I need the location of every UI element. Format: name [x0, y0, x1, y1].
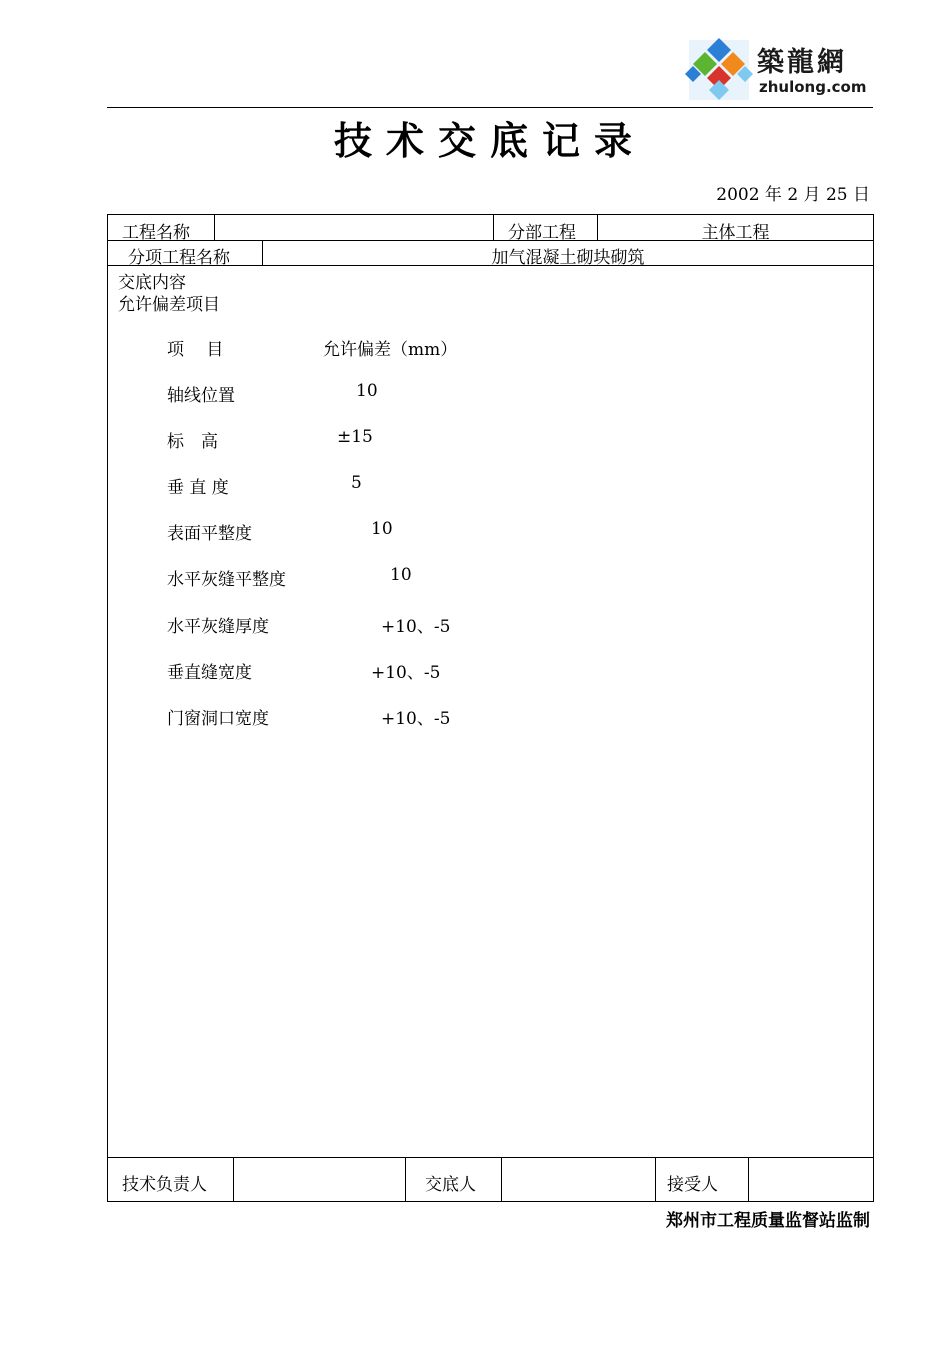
tolerance-value: 10: [356, 381, 378, 401]
tolerance-value: 10: [371, 519, 393, 539]
tolerance-value: +10、-5: [371, 663, 441, 683]
signature-col-divider: [748, 1157, 749, 1202]
header-col-divider: [493, 214, 494, 240]
signature-col-divider: [501, 1157, 502, 1202]
tolerance-item: 水平灰缝厚度: [167, 617, 269, 637]
tolerance-item: 垂直缝宽度: [167, 663, 252, 683]
signature-col-divider: [655, 1157, 656, 1202]
top-rule: [107, 107, 873, 108]
page-title: 技术交底记录: [333, 118, 646, 163]
issuer-footer: 郑州市工程质量监督站监制: [666, 1211, 870, 1231]
tolerance-item: 轴线位置: [167, 386, 235, 406]
tolerance-value: 10: [390, 565, 412, 585]
signature-col-divider: [405, 1157, 406, 1202]
tolerance-value: +10、-5: [381, 709, 451, 729]
signature-row-divider: [107, 1157, 874, 1158]
column-header-item: 项 目: [167, 340, 224, 360]
signature-col-divider: [233, 1157, 234, 1202]
presenter-label: 交底人: [425, 1175, 476, 1195]
zhulong-logo-icon: [683, 36, 755, 104]
tolerance-item: 水平灰缝平整度: [167, 570, 286, 590]
tolerance-item: 垂 直 度: [167, 478, 229, 498]
division-label: 分部工程: [508, 223, 576, 243]
tolerance-value: ±15: [337, 427, 373, 447]
header-col-divider: [214, 214, 215, 240]
column-header-tolerance: 允许偏差（mm）: [323, 340, 458, 360]
subitem-field[interactable]: 加气混凝土砌块砌筑: [491, 248, 645, 268]
tolerance-value: 5: [351, 473, 362, 493]
tolerance-item: 表面平整度: [167, 524, 252, 544]
tolerance-item: 标 高: [167, 432, 218, 452]
tech-lead-label: 技术负责人: [122, 1175, 207, 1195]
content-section-label: 交底内容: [118, 273, 186, 293]
logo-domain-text: zhulong.com: [759, 78, 867, 96]
tolerance-item: 门窗洞口宽度: [167, 709, 269, 729]
project-name-label: 工程名称: [122, 223, 190, 243]
zhulong-logo: [683, 36, 873, 104]
content-subtitle: 允许偏差项目: [118, 295, 220, 315]
record-date: 2002 年 2 月 25 日: [716, 185, 870, 205]
logo-chinese-text: 築龍網: [757, 47, 847, 78]
tolerance-value: +10、-5: [381, 617, 451, 637]
division-field[interactable]: 主体工程: [701, 223, 770, 243]
receiver-label: 接受人: [667, 1175, 718, 1195]
subitem-label: 分项工程名称: [128, 248, 230, 268]
